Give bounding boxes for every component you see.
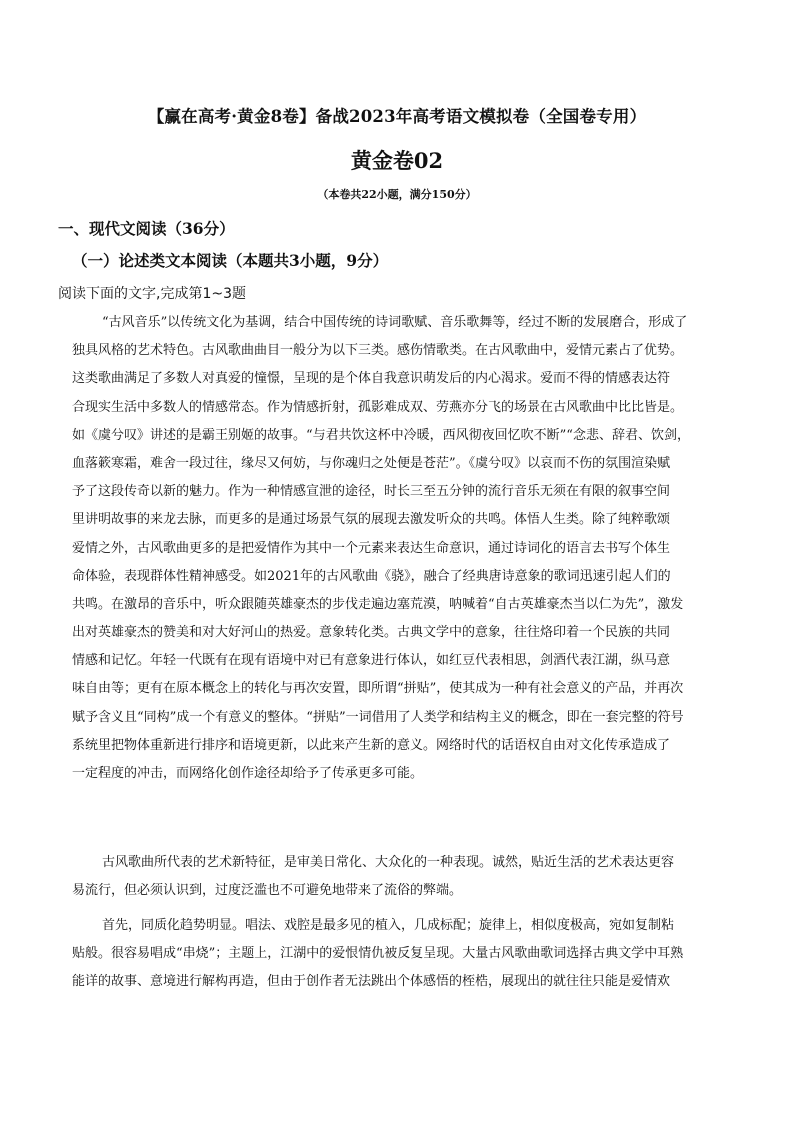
text-line: 出对英雄豪杰的赞美和对大好河山的热爱。意象转化类。古典文学中的意象，往往烙印着一个民族的共同 bbox=[72, 625, 671, 641]
paper-title: 黄金卷02 bbox=[350, 148, 444, 173]
text-line: 爱情之外，古风歌曲更多的是把爱情作为其中一个元素来表达生命意识，通过诗词化的语言去书写个体生 bbox=[72, 540, 671, 556]
text-line: 独具风格的艺术特色。古风歌曲曲目一般分为以下三类。感伤情歌类。在古风歌曲中，爱情元素占了优势。 bbox=[72, 343, 684, 359]
text-line: 古风歌曲所代表的艺术新特征，是审美日常化、大众化的一种表现。诚然，贴近生活的艺术表达更容 bbox=[102, 855, 675, 870]
reading-instruction: 阅读下面的文字,完成第1~3题 bbox=[58, 286, 246, 302]
text-line: 易流行，但必须认识到，过度泛滥也不可避免地带来了流俗的弊端。 bbox=[72, 883, 463, 899]
text-line: 能详的故事、意境进行解构再造，但由于创作者无法跳出个体感悟的桎梏，展现出的就往往只能是爱情欢 bbox=[72, 974, 671, 990]
section-heading-1: 一、现代文阅读（36分） bbox=[58, 219, 235, 238]
text-line: 命体验，表现群体性精神感受。如2021年的古风歌曲《骁》，融合了经典唐诗意象的歌词迅速引起人们的 bbox=[72, 568, 671, 584]
text-line: 情感和记忆。年轻一代既有在现有语境中对已有意象进行体认，如红豆代表相思，剑酒代表江湖，纵马意 bbox=[72, 653, 671, 669]
subsection-heading-1: （一）论述类文本阅读（本题共3小题，9分） bbox=[72, 251, 389, 270]
text-line: 味自由等；更有在原本概念上的转化与再次安置，即所谓“拼贴”，使其成为一种有社会意义的产品，并再次 bbox=[72, 681, 684, 697]
text-line: 这类歌曲满足了多数人对真爱的憧憬，呈现的是个体自我意识萌发后的内心渴求。爱而不得的情感表达符 bbox=[72, 371, 671, 387]
paragraph-3 bbox=[72, 912, 746, 997]
text-line: 首先，同质化趋势明显。唱法、戏腔是最多见的植入，几成标配；旋律上，相似度极高，宛如复制粘 bbox=[102, 918, 675, 933]
text-line: “古风音乐”以传统文化为基调，结合中国传统的诗词歌赋、音乐歌舞等，经过不断的发展磨合，形成了 bbox=[102, 315, 688, 330]
text-line: 里讲明故事的来龙去脉，而更多的是通过场景气氛的展现去激发听众的共鸣。体悟人生类。除了纯粹歌颂 bbox=[72, 512, 671, 528]
paragraph-1 bbox=[72, 309, 746, 788]
text-line: 如《虞兮叹》讲述的是霸王别姬的故事。“与君共饮这杯中冷暖，西风彻夜回忆吹不断”“念悲、辞君、饮剑， bbox=[72, 427, 690, 443]
exam-series-title: 【赢在高考·黄金8卷】备战2023年高考语文模拟卷（全国卷专用） bbox=[147, 107, 647, 126]
paper-subtitle: （本卷共22小题，满分150分） bbox=[317, 188, 477, 201]
text-line: 血落簌寒霜，难舍一段过往，缘尽又何妨，与你魂归之处便是苍茫”。《虞兮叹》以哀而不伤的氛围渲染赋 bbox=[72, 455, 671, 471]
text-line: 合现实生活中多数人的情感常态。作为情感折射，孤影难成双、劳燕亦分飞的场景在古风歌曲中比比皆是。 bbox=[72, 399, 684, 415]
text-line: 赋予含义且“同构”成一个有意义的整体。“拼贴”一词借用了人类学和结构主义的概念，即在一套完整的符号 bbox=[72, 709, 684, 725]
paragraph-2 bbox=[72, 849, 746, 905]
text-line: 予了这段传奇以新的魅力。作为一种情感宣泄的途径，时长三至五分钟的流行音乐无须在有限的叙事空间 bbox=[72, 484, 671, 500]
text-line: 系统里把物体重新进行排序和语境更新，以此来产生新的意义。网络时代的话语权自由对文化传承造成了 bbox=[72, 737, 671, 753]
text-line: 贴般。很容易唱成“串烧”；主题上，江湖中的爱恨情仇被反复呈现。大量古风歌曲歌词选择古典文学中耳熟 bbox=[72, 946, 684, 962]
text-line: 一定程度的冲击，而网络化创作途径却给予了传承更多可能。 bbox=[72, 766, 424, 781]
text-line: 共鸣。在激昂的音乐中，听众跟随英雄豪杰的步伐走遍边塞荒漠，呐喊着“自古英雄豪杰当以仁为先”，激发 bbox=[72, 596, 684, 612]
